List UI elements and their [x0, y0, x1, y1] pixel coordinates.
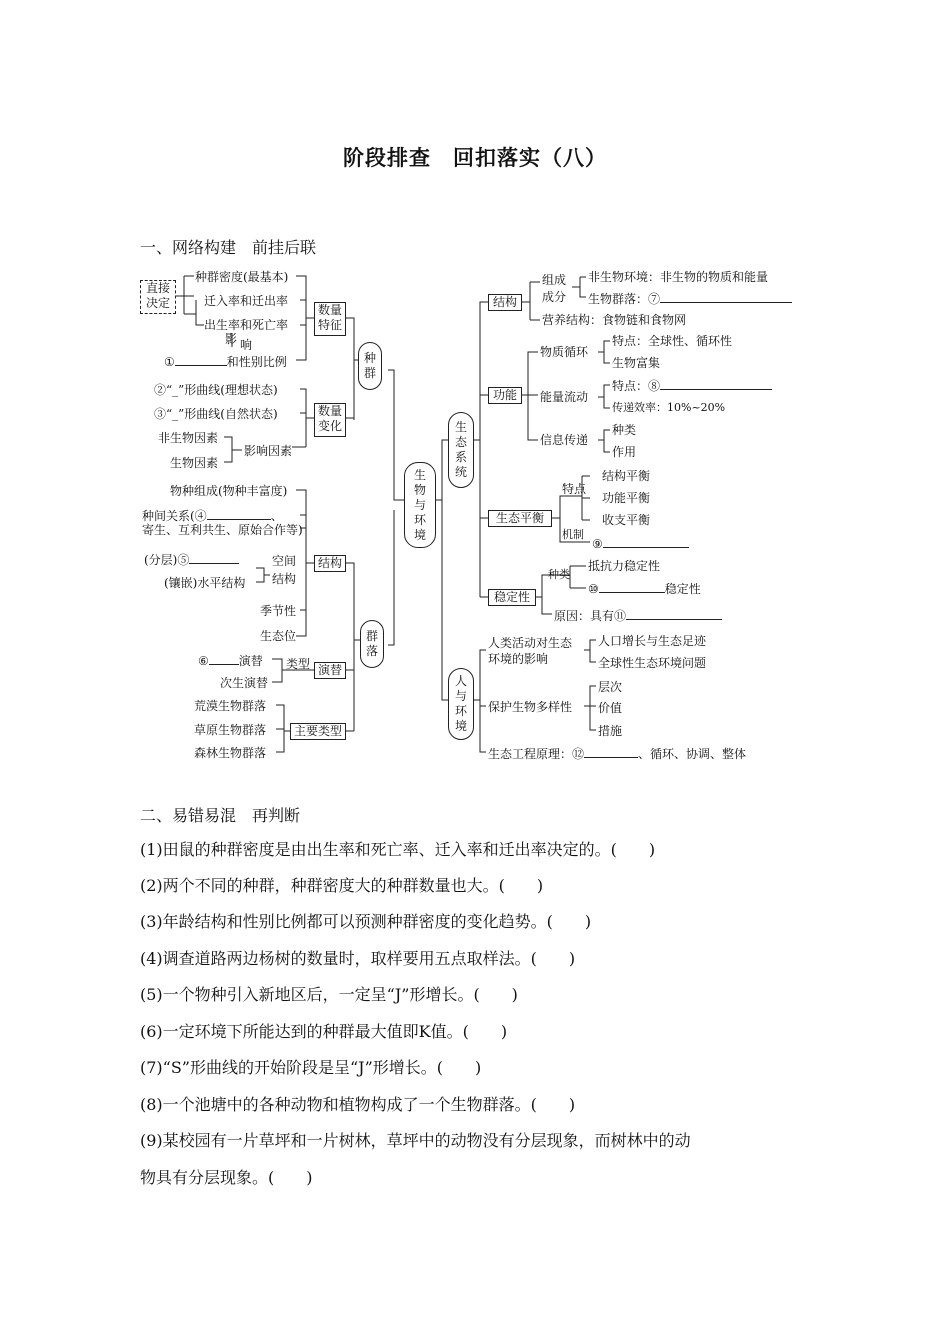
seasonality: 季节性 [260, 604, 297, 618]
info-kind: 种类 [612, 423, 637, 437]
succession-blank-number: ⑥ [198, 654, 209, 668]
quantity-feature-line2: 特征 [317, 318, 342, 332]
blank-9-row [592, 536, 689, 551]
influence-label-1: 影 [225, 332, 238, 346]
species-composition: 物种组成(物种丰富度) [170, 484, 288, 498]
blank-5 [189, 552, 239, 564]
space-structure-1: 空间 [272, 554, 297, 568]
section1-heading: 一、网络构建 前挂后联 [140, 238, 317, 257]
question-3: (3)年龄结构和性别比例都可以预测种群密度的变化趋势。( ) [140, 912, 592, 931]
human-impact-2: 环境的影响 [488, 652, 549, 666]
mechanism-label: 机制 [562, 528, 584, 541]
function-box: 功能 [488, 387, 522, 404]
eco-structure-box: 结构 [488, 294, 522, 311]
ecosystem-char-3: 系 [454, 450, 467, 464]
ecosystem-char-4: 统 [454, 465, 467, 479]
population-node-char-2: 群 [363, 366, 376, 380]
direct-decide-line2: 决定 [145, 296, 170, 310]
reason-prefix: 原因：具有⑪ [554, 609, 627, 623]
protect-biodiversity: 保护生物多样性 [488, 700, 573, 714]
section2-heading: 二、易错易混 再判断 [140, 806, 301, 825]
interspecies-line2: 寄生、互利共生、原始合作等) [142, 523, 303, 537]
question-2: (2)两个不同的种群，种群密度大的种群数量也大。( ) [140, 876, 544, 895]
layer-row [144, 552, 239, 567]
blank-9 [603, 536, 689, 548]
blank-10-row [588, 581, 701, 596]
balance-feature: 特点 [562, 482, 587, 496]
question-9-line2: 物具有分层现象。( ) [140, 1168, 313, 1187]
stability-kind: 种类 [548, 568, 570, 581]
biocommunity-row [588, 291, 792, 306]
abiotic-environment: 非生物环境：非生物的物质和能量 [588, 270, 769, 284]
level: 层次 [598, 680, 623, 694]
quantity-feature-box [314, 302, 346, 336]
reason-row [554, 608, 722, 623]
nutrition-structure: 营养结构：食物链和食物网 [542, 313, 687, 327]
function-balance: 功能平衡 [602, 491, 651, 505]
bio-env-char-5: 境 [413, 527, 426, 542]
energy-flow-feature-prefix: 特点：⑧ [612, 379, 661, 393]
niche: 生态位 [260, 629, 297, 643]
stability-suffix: 稳定性 [664, 582, 701, 596]
bio-enrichment: 生物富集 [612, 356, 661, 370]
blank-6 [209, 653, 239, 665]
eco-engineering-suffix: 、循环、协调、整体 [638, 747, 747, 761]
direct-decide-box [140, 280, 176, 314]
blank-7 [660, 291, 792, 303]
population-node [358, 342, 382, 390]
biocommunity-prefix: 生物群落：⑦ [588, 292, 661, 306]
blank-4 [207, 508, 271, 520]
community-node-char-2: 落 [365, 644, 378, 658]
blank-9-number: ⑨ [592, 537, 603, 551]
bio-env-char-1: 生 [413, 467, 426, 482]
question-5: (5)一个物种引入新地区后，一定呈“J”形增长。( ) [140, 985, 518, 1004]
influence-factor: 影响因素 [244, 444, 293, 458]
blank-1 [175, 354, 227, 366]
question-9-line1: (9)某校园有一片草坪和一片树林，草坪中的动物没有分层现象，而树林中的动 [140, 1131, 691, 1150]
type-label: 类型 [286, 657, 311, 671]
question-1: (1)田鼠的种群密度是由出生率和死亡率、迁入率和迁出率决定的。( ) [140, 840, 656, 859]
income-balance: 收支平衡 [602, 513, 651, 527]
human-env-char-2: 与 [454, 689, 467, 703]
direct-decide-line1: 直接 [145, 281, 170, 295]
layer-prefix: (分层)⑤ [144, 553, 190, 567]
page-title: 阶段排查 回扣落实（八） [343, 145, 607, 170]
curve-3: ③“_”形曲线(自然状态) [154, 407, 278, 421]
influence-label-2: 响 [240, 338, 253, 352]
eco-engineering-row [488, 746, 746, 761]
secondary-succession: 次生演替 [220, 676, 269, 690]
ecosystem-char-1: 生 [454, 420, 467, 434]
ecosystem-node [448, 412, 474, 488]
question-8: (8)一个池塘中的各种动物和植物构成了一个生物群落。( ) [140, 1095, 576, 1114]
question-7: (7)“S”形曲线的开始阶段是呈“J”形增长。( ) [140, 1058, 482, 1077]
population-node-char-1: 种 [363, 351, 376, 365]
blank-8 [660, 378, 772, 390]
value: 价值 [598, 701, 623, 715]
global-issue: 全球性生态环境问题 [598, 656, 707, 670]
material-cycle-feature: 特点：全球性、循环性 [612, 334, 733, 348]
community-node [360, 620, 384, 668]
blank-12 [584, 746, 638, 758]
energy-flow-feature-row [612, 378, 772, 393]
population-density: 种群密度(最基本) [195, 270, 289, 284]
blank-11 [626, 608, 722, 620]
question-4: (4)调查道路两边杨树的数量时，取样要用五点取样法。( ) [140, 949, 576, 968]
abiotic-factor: 非生物因素 [158, 431, 219, 445]
transfer-efficiency: 传递效率：10%~20% [612, 401, 726, 414]
blank-1-row [164, 354, 287, 369]
human-env-char-3: 环 [454, 704, 467, 718]
measure: 措施 [598, 724, 623, 738]
birth-death-rate: 出生率和死亡率 [204, 318, 289, 332]
sex-ratio-label: 和性别比例 [226, 355, 287, 369]
desert-community: 荒漠生物群落 [194, 699, 267, 713]
material-cycle: 物质循环 [540, 345, 589, 359]
composition-1: 组成 [542, 273, 567, 287]
info-transfer: 信息传递 [540, 433, 589, 447]
quantity-change-line2: 变化 [317, 419, 342, 433]
composition-2: 成分 [542, 290, 567, 304]
energy-flow: 能量流动 [540, 390, 589, 404]
interspecies-prefix: 种间关系(④ [142, 509, 207, 523]
main-types-box: 主要类型 [290, 723, 346, 740]
stability-box: 稳定性 [488, 589, 536, 606]
grassland-community: 草原生物群落 [194, 723, 267, 737]
succession-row [198, 653, 263, 668]
community-node-char-1: 群 [365, 629, 378, 643]
succession-box: 演替 [314, 662, 346, 679]
quantity-change-box [314, 403, 346, 437]
forest-community: 森林生物群落 [194, 746, 267, 760]
question-6: (6)一定环境下所能达到的种群最大值即K值。( ) [140, 1022, 508, 1041]
bio-env-char-4: 环 [413, 512, 426, 527]
mosaic-structure: (镶嵌)水平结构 [164, 576, 246, 590]
human-env-char-4: 境 [454, 719, 467, 733]
human-impact-1: 人类活动对生态 [488, 636, 573, 650]
bio-env-char-3: 与 [413, 497, 426, 512]
curve-2: ②“_”形曲线(理想状态) [154, 383, 278, 397]
structure-balance: 结构平衡 [602, 469, 651, 483]
ecosystem-char-2: 态 [454, 435, 467, 449]
space-structure-2: 结构 [272, 572, 297, 586]
immigration-rate: 迁入率和迁出率 [204, 294, 289, 308]
resistance-stability: 抵抗力稳定性 [588, 559, 661, 573]
succession-blank-suffix: 演替 [238, 654, 263, 668]
biotic-factor: 生物因素 [170, 456, 219, 470]
bio-env-char-2: 物 [413, 482, 426, 497]
human-env-node [448, 668, 474, 740]
info-effect: 作用 [612, 445, 637, 459]
blank-10 [599, 581, 665, 593]
bio-env-node [404, 462, 436, 548]
blank-1-number: ① [164, 355, 175, 369]
interspecies-row: 种间关系(④ 、 [142, 509, 283, 523]
population-growth: 人口增长与生态足迹 [598, 634, 707, 648]
quantity-change-line1: 数量 [317, 404, 342, 418]
eco-balance-box: 生态平衡 [488, 510, 552, 527]
eco-engineering-prefix: 生态工程原理：⑫ [488, 747, 585, 761]
blank-10-number: ⑩ [588, 582, 599, 596]
quantity-feature-line1: 数量 [317, 303, 342, 317]
human-env-char-1: 人 [454, 674, 467, 688]
structure-box: 结构 [314, 555, 346, 572]
